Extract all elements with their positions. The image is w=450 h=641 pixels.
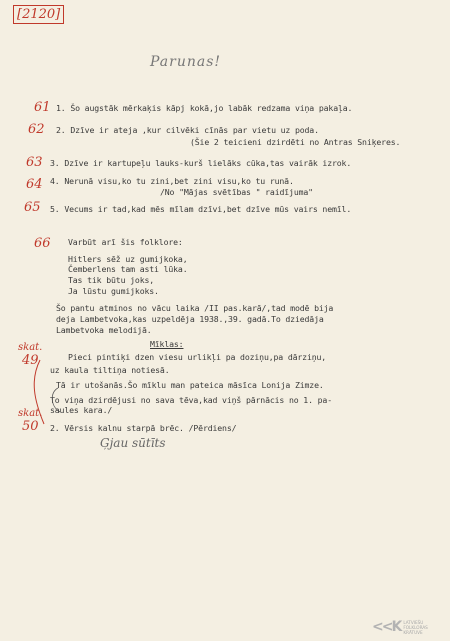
riddle-note: Tā ir utošanās.Šo mīklu man pateica māsīca Lonija Zimze. — [56, 380, 324, 390]
margin-number: 63 — [26, 155, 43, 170]
riddle-line: Pieci pintiķi dzen viesu urlikļi pa doziņu,pa dārziņu, — [68, 352, 327, 362]
riddle-line: uz kaula tiltiņa notiesā. — [50, 365, 170, 375]
margin-number: 62 — [28, 122, 45, 137]
margin-number: 64 — [26, 177, 43, 192]
archive-logo-icon: <<K — [372, 619, 401, 635]
riddle-line: 2. Vērsis kalnu starpā brēc. /Pērdiens/ — [50, 423, 237, 433]
handwritten-title: Parunas! — [150, 54, 222, 70]
entry-note: (Šie 2 teicieni dzirdēti no Antras Sniķeres. — [190, 137, 401, 147]
entry-text: 4. Nerunā visu,ko tu zini,bet zini visu,ko tu runā. — [50, 176, 294, 186]
poem-line: Hitlers sēž uz gumijkoka, — [68, 254, 188, 264]
riddles-heading: Mīklas: — [150, 339, 184, 349]
folklore-heading: Varbūt arī šis folklore: — [68, 237, 183, 247]
entry-text: 2. Dzīve ir ateja ,kur cilvēki cīnās par vietu uz poda. — [56, 125, 319, 135]
margin-number: 49 — [22, 353, 39, 368]
poem-line: Čemberlens tam asti lūka. — [68, 264, 188, 274]
poem-note-line: Šo pantu atminos no vācu laika /II pas.karā/,tad modē bija — [56, 303, 334, 313]
archive-logo: <<K LATVIEŠU FOLKLORAS KRĀTUVE — [372, 619, 428, 635]
entry-text: 3. Dzīve ir kartupeļu lauks-kurš lielāks cūka,tas vairāk izrok. — [50, 158, 352, 168]
entry-text: 5. Vecums ir tad,kad mēs mīlam dzīvi,bet dzīve mūs vairs nemīl. — [50, 204, 352, 214]
margin-number: 66 — [34, 236, 51, 251]
riddle-note-line: To viņa dzirdējusi no sava tēva,kad viņš pārnācis no 1. pa- — [50, 395, 332, 405]
handwritten-signature: Ģjau sūtīts — [100, 436, 166, 450]
margin-number: 65 — [24, 200, 41, 215]
poem-line: Tas tik būtu joks, — [68, 275, 155, 285]
entry-text: 1. Šo augstāk mērkaķis kāpj kokā,jo labāk redzama viņa pakaļa. — [56, 103, 353, 113]
poem-note-line: Lambetvoka melodijā. — [56, 325, 152, 335]
margin-note: skat. — [18, 342, 43, 353]
entry-note: /No "Mājas svētības " raidījuma" — [160, 187, 313, 197]
riddle-note-line: saules kara./ — [50, 405, 113, 415]
margin-note: skat. — [18, 408, 43, 419]
margin-number: 50 — [22, 419, 39, 434]
reference-code: [2120] — [13, 5, 64, 24]
poem-note-line: deja Lambetvoka,kas uzpeldēja 1938.,39. gadā.To dziedāja — [56, 314, 324, 324]
margin-number: 61 — [34, 100, 51, 115]
poem-line: Ja lūstu gumijkoks. — [68, 286, 159, 296]
